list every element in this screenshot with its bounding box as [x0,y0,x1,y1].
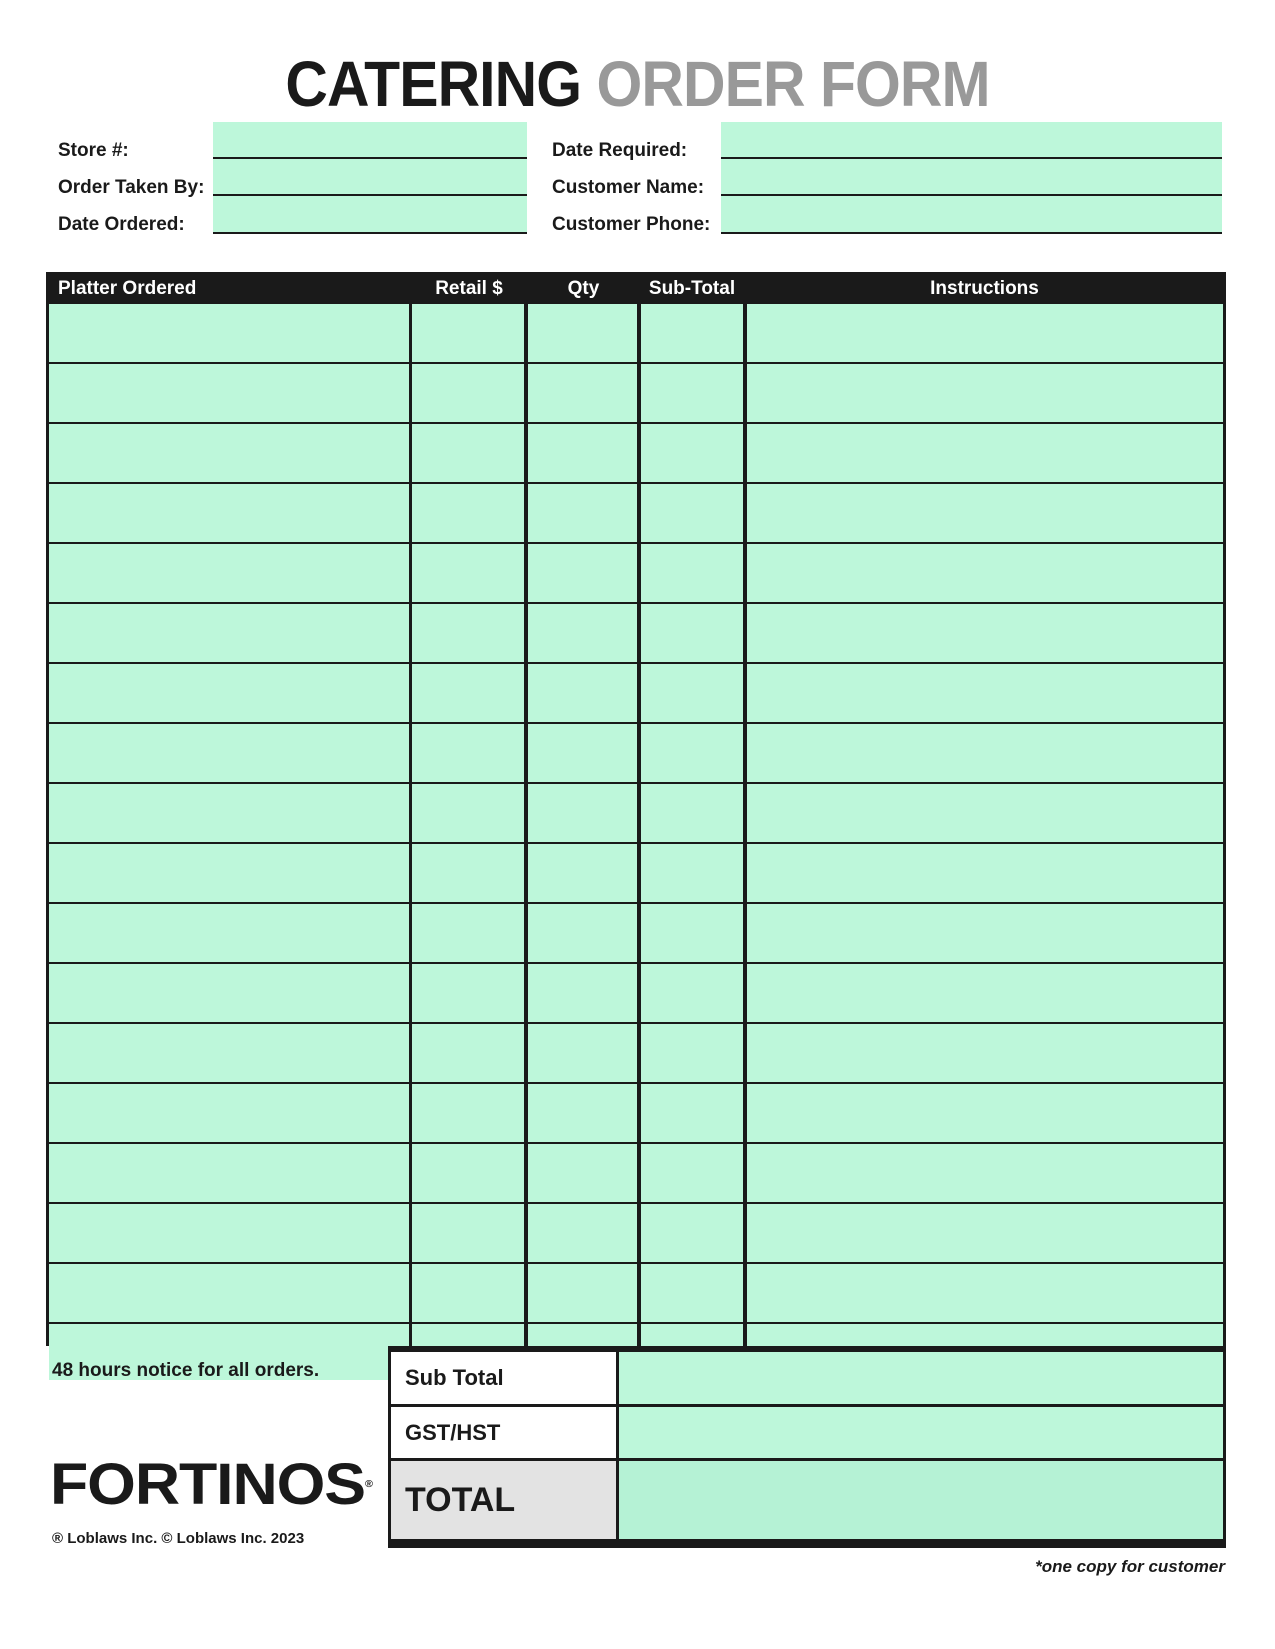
platter-cell[interactable] [49,784,409,842]
instructions-cell[interactable] [747,304,1223,362]
page-title [51,44,1224,124]
platter-cell[interactable] [49,1024,409,1082]
platter-cell[interactable] [49,304,409,362]
order-taken-by-label: Order Taken By: [58,177,205,198]
platter-cell[interactable] [49,964,409,1022]
retail-cell[interactable] [412,664,524,722]
notice-text: 48 hours notice for all orders. [52,1360,320,1381]
subtotal-cell[interactable] [641,1024,743,1082]
gst-hst-field[interactable] [619,1407,1223,1458]
subtotal-cell[interactable] [641,664,743,722]
copy-note: *one copy for customer [1035,1557,1225,1576]
sub-total-label: Sub Total [391,1352,616,1404]
fortinos-logo [50,1452,373,1517]
registered-mark: ® [365,1479,373,1490]
date-required-field[interactable] [721,122,1222,157]
platter-cell[interactable] [49,1144,409,1202]
column-header-platter: Platter Ordered [58,278,197,299]
subtotal-cell[interactable] [641,304,743,362]
qty-cell[interactable] [528,664,637,722]
qty-cell[interactable] [528,904,637,962]
instructions-cell[interactable] [747,424,1223,482]
date-ordered-label: Date Ordered: [58,214,185,235]
instructions-cell[interactable] [747,484,1223,542]
subtotal-cell[interactable] [641,1144,743,1202]
instructions-cell[interactable] [747,1264,1223,1322]
qty-cell[interactable] [528,1084,637,1142]
customer-name-field[interactable] [721,159,1222,194]
retail-cell[interactable] [412,724,524,782]
title-part-order-form: ORDER FORM [596,48,990,120]
totals-box [388,1346,1226,1548]
instructions-cell[interactable] [747,844,1223,902]
retail-cell[interactable] [412,484,524,542]
subtotal-cell[interactable] [641,484,743,542]
instructions-cell[interactable] [747,1144,1223,1202]
copyright-text: ® Loblaws Inc. © Loblaws Inc. 2023 [52,1530,305,1547]
retail-cell[interactable] [412,544,524,602]
subtotal-cell[interactable] [641,964,743,1022]
subtotal-cell[interactable] [641,784,743,842]
title-part-catering: CATERING [285,48,582,120]
customer-name-label: Customer Name: [552,177,705,198]
retail-cell[interactable] [412,964,524,1022]
date-required-label: Date Required: [552,140,688,161]
platter-cell[interactable] [49,1084,409,1142]
retail-cell[interactable] [412,604,524,662]
subtotal-cell[interactable] [641,364,743,422]
order-taken-by-field[interactable] [213,159,527,194]
retail-cell[interactable] [412,424,524,482]
subtotal-cell[interactable] [641,544,743,602]
subtotal-cell[interactable] [641,424,743,482]
subtotal-cell[interactable] [641,1084,743,1142]
qty-cell[interactable] [528,1264,637,1322]
instructions-cell[interactable] [747,364,1223,422]
instructions-cell[interactable] [747,664,1223,722]
subtotal-cell[interactable] [641,604,743,662]
qty-cell[interactable] [528,784,637,842]
total-label: TOTAL [391,1461,616,1539]
platter-cell[interactable] [49,604,409,662]
retail-cell[interactable] [412,364,524,422]
platter-cell[interactable] [49,724,409,782]
platter-cell[interactable] [49,364,409,422]
instructions-cell[interactable] [747,544,1223,602]
qty-cell[interactable] [528,964,637,1022]
qty-cell[interactable] [528,1024,637,1082]
platter-cell[interactable] [49,1264,409,1322]
column-header-subtotal: Sub-Total [648,278,736,299]
retail-cell[interactable] [412,1144,524,1202]
subtotal-cell[interactable] [641,724,743,782]
column-header-qty: Qty [567,278,600,299]
order-table [46,272,1226,1346]
qty-cell[interactable] [528,544,637,602]
store-number-label: Store #: [58,140,129,161]
customer-phone-field[interactable] [721,196,1222,232]
retail-cell[interactable] [412,1204,524,1262]
instructions-cell[interactable] [747,1084,1223,1142]
instructions-cell[interactable] [747,724,1223,782]
qty-cell[interactable] [528,364,637,422]
instructions-cell[interactable] [747,904,1223,962]
retail-cell[interactable] [412,1264,524,1322]
retail-cell[interactable] [412,844,524,902]
platter-cell[interactable] [49,1204,409,1262]
subtotal-cell[interactable] [641,1264,743,1322]
qty-cell[interactable] [528,304,637,362]
subtotal-cell[interactable] [641,904,743,962]
store-number-field[interactable] [213,122,527,157]
instructions-cell[interactable] [747,964,1223,1022]
gst-hst-label: GST/HST [391,1407,616,1458]
platter-cell[interactable] [49,844,409,902]
platter-cell[interactable] [49,484,409,542]
customer-phone-label: Customer Phone: [552,214,711,235]
qty-cell[interactable] [528,1204,637,1262]
sub-total-field[interactable] [619,1352,1223,1404]
total-field[interactable] [619,1461,1223,1539]
retail-cell[interactable] [412,1084,524,1142]
retail-cell[interactable] [412,304,524,362]
subtotal-cell[interactable] [641,844,743,902]
subtotal-cell[interactable] [641,1204,743,1262]
qty-cell[interactable] [528,1144,637,1202]
logo-text: FORTINOS [50,1452,366,1517]
instructions-cell[interactable] [747,1204,1223,1262]
date-ordered-field[interactable] [213,196,527,232]
column-header-instructions: Instructions [930,278,1039,299]
retail-cell[interactable] [412,1024,524,1082]
instructions-cell[interactable] [747,604,1223,662]
retail-cell[interactable] [412,904,524,962]
qty-cell[interactable] [528,484,637,542]
platter-cell[interactable] [49,664,409,722]
instructions-cell[interactable] [747,784,1223,842]
column-header-retail: Retail $ [435,278,503,299]
retail-cell[interactable] [412,784,524,842]
qty-cell[interactable] [528,724,637,782]
platter-cell[interactable] [49,904,409,962]
instructions-cell[interactable] [747,1024,1223,1082]
qty-cell[interactable] [528,844,637,902]
platter-cell[interactable] [49,544,409,602]
qty-cell[interactable] [528,424,637,482]
platter-cell[interactable] [49,424,409,482]
qty-cell[interactable] [528,604,637,662]
